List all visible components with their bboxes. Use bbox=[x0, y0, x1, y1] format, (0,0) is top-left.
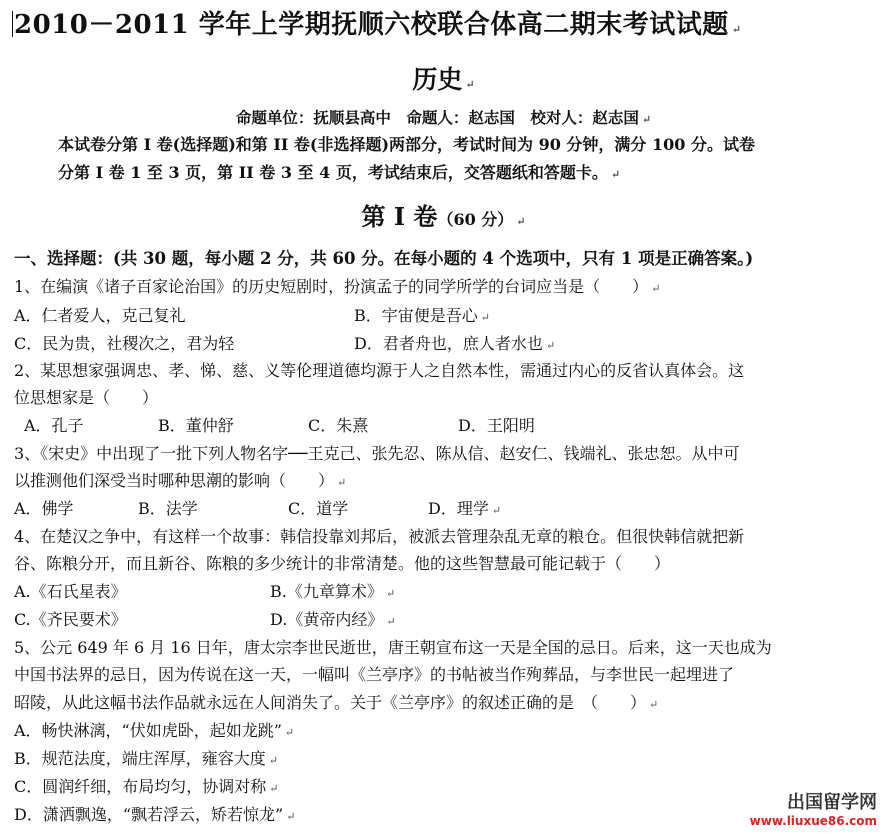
paragraph-mark-icon: ↵ bbox=[641, 113, 652, 126]
question-3-option-c: C．道学 bbox=[288, 499, 349, 518]
part-one-title: 第 I 卷 bbox=[361, 202, 438, 231]
intro-line-2-text: 分第 I 卷 1 至 3 页，第 II 卷 3 至 4 页，考试结束后，交答题纸和答题卡。 bbox=[58, 163, 608, 182]
subject-text: 历史 bbox=[412, 65, 463, 94]
option-text: D．理学 bbox=[428, 499, 489, 518]
question-2-stem-line-2: 位思想家是（ ） bbox=[14, 388, 159, 407]
subject-heading bbox=[0, 60, 887, 96]
paragraph-mark-icon: ↵ bbox=[337, 476, 347, 489]
question-1-option-a: A．仁者爱人，克己复礼 bbox=[14, 306, 186, 325]
paragraph-mark-icon: ↵ bbox=[269, 782, 279, 795]
question-2-option-d: D．王阳明 bbox=[458, 416, 535, 435]
paragraph-mark-icon: ↵ bbox=[385, 587, 396, 600]
exam-intro bbox=[58, 131, 878, 189]
paragraph-mark-icon: ↵ bbox=[480, 311, 490, 324]
question-1-option-b bbox=[354, 303, 490, 326]
option-text: B．宇宙便是吾心 bbox=[354, 306, 478, 325]
paragraph-mark-icon: ↵ bbox=[545, 339, 556, 352]
question-4-option-b bbox=[270, 579, 395, 602]
question-5-stem-line-3 bbox=[14, 690, 658, 713]
part-one-heading bbox=[0, 197, 887, 232]
question-line: 1、在编演《诸子百家论治国》的历史短剧时，扮演孟子的同学所学的台词应当是（ ） bbox=[14, 277, 649, 296]
question-line: 以推测他们深受当时哪种思潮的影响（ ） bbox=[14, 471, 335, 490]
option-text: D．君者舟也，庶人者水也 bbox=[354, 334, 543, 353]
paragraph-mark-icon: ↵ bbox=[731, 23, 742, 36]
text-cursor bbox=[12, 11, 13, 37]
question-5-option-c bbox=[14, 774, 278, 797]
question-2-stem-line-1: 2、某思想家强调忠、孝、悌、慈、义等伦理道德均源于人之自然本性，需通过内心的反省认真体会。这 bbox=[14, 361, 745, 380]
exam-meta-text: 命题单位：抚顺县高中 命题人：赵志国 校对人：赵志国 bbox=[235, 108, 639, 127]
question-5-option-a bbox=[14, 718, 294, 741]
paragraph-mark-icon: ↵ bbox=[268, 754, 278, 767]
option-text: D.《黄帝内经》 bbox=[270, 610, 384, 629]
question-4-stem-line-2: 谷、陈粮分开，而且新谷、陈粮的多少统计的非常清楚。他的这些智慧最可能记载于（ ） bbox=[14, 554, 671, 573]
part-one-points: （60 分） bbox=[437, 210, 514, 229]
question-3-option-a: A．佛学 bbox=[14, 499, 74, 518]
paragraph-mark-icon: ↵ bbox=[516, 215, 526, 228]
paragraph-mark-icon: ↵ bbox=[649, 698, 659, 711]
question-4-stem-line-1: 4、在楚汉之争中，有这样一个故事：韩信投靠刘邦后，被派去管理杂乱无章的粮仓。但很快韩信就把新 bbox=[14, 527, 745, 546]
watermark-url: www.liuxue86.com bbox=[749, 814, 877, 828]
exam-meta bbox=[0, 106, 887, 128]
paragraph-mark-icon: ↵ bbox=[386, 615, 396, 628]
paragraph-mark-icon: ↵ bbox=[286, 810, 296, 823]
question-4-option-a: A.《石氏星表》 bbox=[14, 582, 127, 601]
question-5-stem-line-1: 5、公元 649 年 6 月 16 日年，唐太宗李世民逝世，唐王朝宣布这一天是全国的忌日。后来，这一天也成为 bbox=[14, 638, 772, 657]
option-text: D．潇洒飘逸，“飘若浮云，矫若惊龙” bbox=[14, 805, 284, 824]
question-3-option-b: B．法学 bbox=[138, 499, 198, 518]
question-5-stem-line-2: 中国书法界的忌日，因为传说在这一天，一幅叫《兰亭序》的书帖被当作殉葬品，与李世民一起埋进了 bbox=[14, 665, 735, 684]
watermark-name: 出国留学网 bbox=[787, 792, 877, 813]
question-3-stem-line-1: 3、《宋史》中出现了一批下列人物名字──王克己、张先忍、陈从信、赵安仁、钱端礼、张忠恕。从中可 bbox=[14, 444, 740, 463]
paragraph-mark-icon: ↵ bbox=[284, 726, 295, 739]
exam-title-text: 2010－2011 学年上学期抚顺六校联合体高二期末考试试题 bbox=[14, 10, 729, 40]
intro-line-1: 本试卷分第 I 卷(选择题)和第 II 卷(非选择题)两部分，考试时间为 90 分钟，满分 100 分。试卷 bbox=[58, 135, 755, 154]
paragraph-mark-icon: ↵ bbox=[491, 504, 502, 517]
section-heading: 一、选择题：(共 30 题，每小题 2 分，共 60 分。在每小题的 4 个选项中，只有 1 项是正确答案。) bbox=[14, 249, 754, 268]
question-4-option-d bbox=[270, 607, 396, 630]
paragraph-mark-icon: ↵ bbox=[465, 78, 475, 91]
question-3-option-d bbox=[428, 496, 501, 519]
question-2-option-a: A．孔子 bbox=[24, 416, 84, 435]
paragraph-mark-icon: ↵ bbox=[610, 168, 621, 181]
question-1-stem bbox=[14, 274, 660, 297]
option-text: B．规范法度，端庄浑厚，雍容大度 bbox=[14, 749, 266, 768]
intro-line-2 bbox=[58, 159, 878, 189]
exam-title bbox=[12, 4, 742, 41]
option-text: A．畅快淋漓，“伏如虎卧，起如龙跳” bbox=[14, 721, 282, 740]
question-1-option-d bbox=[354, 331, 555, 354]
question-line: 昭陵，从此这幅书法作品就永远在人间消失了。关于《兰亭序》的叙述正确的是 （ ） bbox=[14, 693, 647, 712]
option-text: B.《九章算术》 bbox=[270, 582, 383, 601]
site-watermark bbox=[750, 788, 877, 828]
question-5-option-d bbox=[14, 802, 295, 825]
question-3-stem-line-2 bbox=[14, 468, 346, 491]
question-5-option-b bbox=[14, 746, 278, 769]
question-4-option-c: C.《齐民要术》 bbox=[14, 610, 127, 629]
question-2-option-b: B．董仲舒 bbox=[158, 416, 234, 435]
paragraph-mark-icon: ↵ bbox=[651, 282, 661, 295]
question-2-option-c: C．朱熹 bbox=[308, 416, 369, 435]
option-text: C．圆润纤细，布局均匀，协调对称 bbox=[14, 777, 267, 796]
question-1-option-c: C．民为贵，社稷次之，君为轻 bbox=[14, 334, 235, 353]
